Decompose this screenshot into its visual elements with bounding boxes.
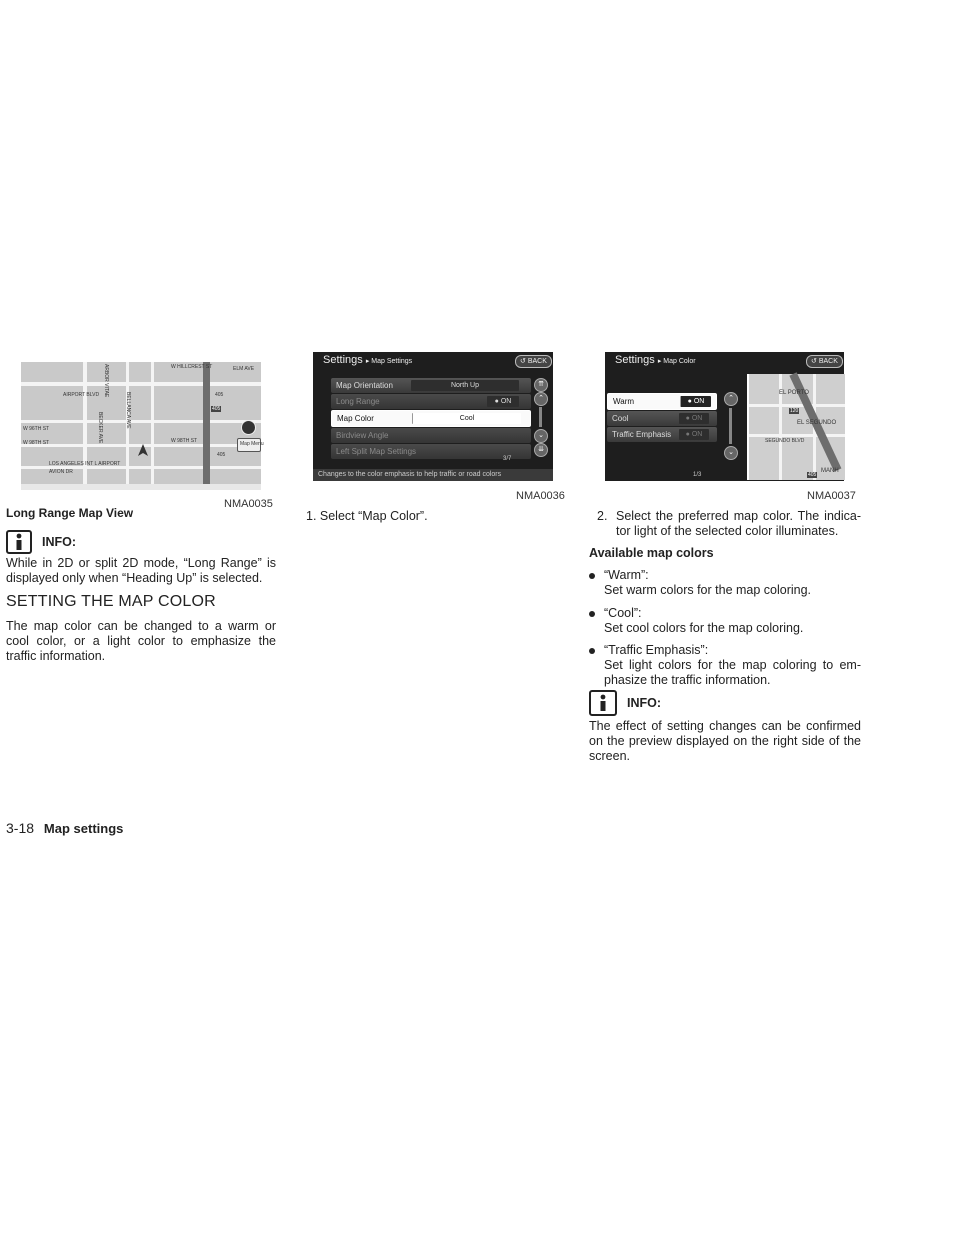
info-text: While in 2D or split 2D mode, “Long Range” is displayed only when “Heading Up” is selected. [6, 556, 276, 585]
list-item [589, 606, 861, 636]
indicator-light-icon: ● [685, 431, 690, 438]
scroll-bottom-icon[interactable]: ⇊ [534, 443, 548, 457]
info-icon [6, 530, 32, 554]
page-number: 3-18 [6, 820, 35, 836]
preview-map-label: EL SEGUNDO [797, 420, 837, 426]
step-2-number: 2. [597, 509, 608, 523]
map-menu-label: Map Menu [240, 441, 264, 447]
section-heading: SETTING THE MAP COLOR [6, 593, 216, 610]
map-road [21, 382, 261, 386]
map-label: W 98TH ST [171, 438, 198, 444]
bullet-desc: Set cool colors for the map coloring. [604, 621, 804, 635]
map-road [749, 434, 845, 437]
list-item [589, 568, 861, 598]
color-menu [607, 393, 717, 443]
figure-code: NMA0035 [224, 498, 273, 510]
car-position-icon [137, 444, 149, 456]
screen-title [323, 354, 412, 366]
indicator-light-icon: ● [687, 398, 692, 405]
bullet-desc: Set light colors for the map coloring to em-phasize the traffic information. [604, 658, 861, 687]
step-1: 1. Select “Map Color”. [306, 509, 428, 523]
bullet-icon [589, 648, 595, 654]
menu-item-label: Map Color [337, 414, 374, 423]
indicator-value [679, 413, 709, 424]
long-range-map-image [21, 362, 264, 490]
map-label: W HILLCREST ST [171, 364, 213, 370]
body-paragraph: The map color can be changed to a warm or cool color, or a light color to emphasize the traffic information. [6, 619, 276, 663]
menu-item-cool[interactable] [607, 411, 717, 426]
scroll-down-icon[interactable]: ⌄ [534, 429, 548, 443]
map-label: W 96TH ST [23, 426, 50, 432]
menu-item-label: Warm [613, 397, 635, 406]
back-label: BACK [527, 358, 547, 365]
scroll-down-icon[interactable]: ⌄ [724, 446, 738, 460]
indicator-label: ON [691, 431, 703, 438]
screen-title-text: Settings [323, 354, 363, 366]
figure-code: NMA0037 [807, 490, 856, 502]
colors-heading: Available map colors [589, 546, 714, 560]
menu-item-value: Cool [412, 413, 521, 424]
scrollbar[interactable] [729, 408, 732, 444]
map-label: AVION DR [49, 469, 73, 475]
map-label: 405 [212, 406, 221, 412]
map-label: 405 [217, 452, 226, 458]
menu-item-birdview-angle[interactable] [331, 428, 531, 443]
info-label: INFO: [42, 535, 77, 549]
indicator-light-icon: ● [494, 398, 499, 405]
page-count: 3/7 [503, 456, 512, 462]
preview-map-label: EL PORTO [779, 390, 809, 396]
map-label: AIRPORT BLVD [63, 392, 100, 398]
preview-map-label: MANH [821, 468, 839, 474]
info-text: The effect of setting changes can be confirmed on the preview displayed on the right side of the screen. [589, 719, 861, 763]
map-label: BELLANCA AVE [125, 392, 131, 429]
bullet-icon [589, 573, 595, 579]
info-icon [589, 690, 617, 716]
menu-item-label: Cool [612, 414, 629, 423]
menu-item-map-orientation[interactable] [331, 378, 531, 393]
menu-item-left-split-map-settings[interactable] [331, 444, 531, 459]
map-label: 405 [215, 392, 224, 398]
map-label: ELM AVE [233, 366, 255, 372]
preview-map-label: SEGUNDO BLVD [765, 438, 805, 444]
back-label: BACK [818, 358, 838, 365]
map-label: ARBOR VITAE [103, 364, 109, 398]
screen-subtitle: ▸ Map Settings [365, 358, 413, 365]
menu-item-label: Left Split Map Settings [336, 447, 417, 456]
back-button[interactable] [806, 355, 843, 368]
screen-title-text: Settings [615, 354, 655, 366]
bullet-name: “Warm”: [604, 568, 649, 582]
bullet-name: “Cool”: [604, 606, 642, 620]
map-color-screen [605, 352, 844, 481]
page-footer [6, 820, 123, 836]
menu-item-warm[interactable] [607, 393, 717, 410]
status-bar: Changes to the color emphasis to help traffic or road colors [313, 469, 553, 481]
menu-item-label: Long Range [336, 397, 380, 406]
menu-item-value: North Up [411, 380, 519, 391]
menu-item-long-range[interactable] [331, 394, 531, 409]
indicator-light-icon: ● [685, 415, 690, 422]
indicator-value [680, 396, 711, 407]
preview-map-label: 405 [808, 472, 817, 478]
settings-menu [331, 378, 531, 460]
bullet-desc: Set warm colors for the map coloring. [604, 583, 812, 597]
map-freeway [203, 362, 210, 490]
map-label: BECKER AVE [97, 412, 103, 444]
indicator-value [679, 429, 709, 440]
section-name: Map settings [43, 821, 124, 836]
indicator-label: ON [691, 415, 703, 422]
scroll-top-icon[interactable]: ⇈ [534, 378, 548, 392]
back-icon: ↺ [811, 358, 817, 365]
info-heading [589, 690, 661, 716]
indicator-label: ON [500, 398, 512, 405]
map-menu-button[interactable] [237, 438, 264, 452]
map-road [749, 404, 845, 407]
menu-item-label: Birdview Angle [336, 431, 389, 440]
map-settings-screen [313, 352, 553, 481]
map-label: LOS ANGELES INT L AIRPORT [49, 461, 121, 467]
indicator-value [487, 396, 519, 407]
screen-title [615, 354, 696, 366]
list-item [589, 643, 861, 688]
menu-item-map-color[interactable] [331, 410, 531, 427]
back-button[interactable] [515, 355, 552, 368]
map-road [151, 362, 154, 490]
preview-map-label: 120 [790, 408, 799, 414]
menu-item-traffic-emphasis[interactable] [607, 427, 717, 442]
screen-subtitle: ▸ Map Color [657, 358, 696, 365]
map-label: W 98TH ST [23, 440, 50, 446]
map-road [21, 420, 261, 423]
page-count: 1/3 [693, 472, 702, 478]
figure-caption: Long Range Map View [6, 506, 134, 520]
step-2-text: Select the preferred map color. The indica-tor light of the selected color illuminates. [616, 509, 861, 538]
preview-map [747, 374, 845, 480]
map-road [21, 484, 261, 490]
figure-code: NMA0036 [516, 490, 565, 502]
bullet-icon [589, 611, 595, 617]
info-label: INFO: [627, 696, 662, 710]
info-heading [6, 530, 76, 554]
scroll-up-icon[interactable]: ⌃ [534, 392, 548, 406]
menu-item-label: Map Orientation [336, 381, 393, 390]
indicator-label: ON [693, 398, 705, 405]
bullet-name: “Traffic Emphasis”: [604, 643, 709, 657]
back-icon: ↺ [520, 358, 526, 365]
menu-item-label: Traffic Emphasis [612, 430, 672, 439]
map-road [83, 362, 87, 490]
scroll-up-icon[interactable]: ⌃ [724, 392, 738, 406]
scrollbar[interactable] [539, 407, 542, 427]
compass-icon[interactable] [241, 420, 256, 435]
